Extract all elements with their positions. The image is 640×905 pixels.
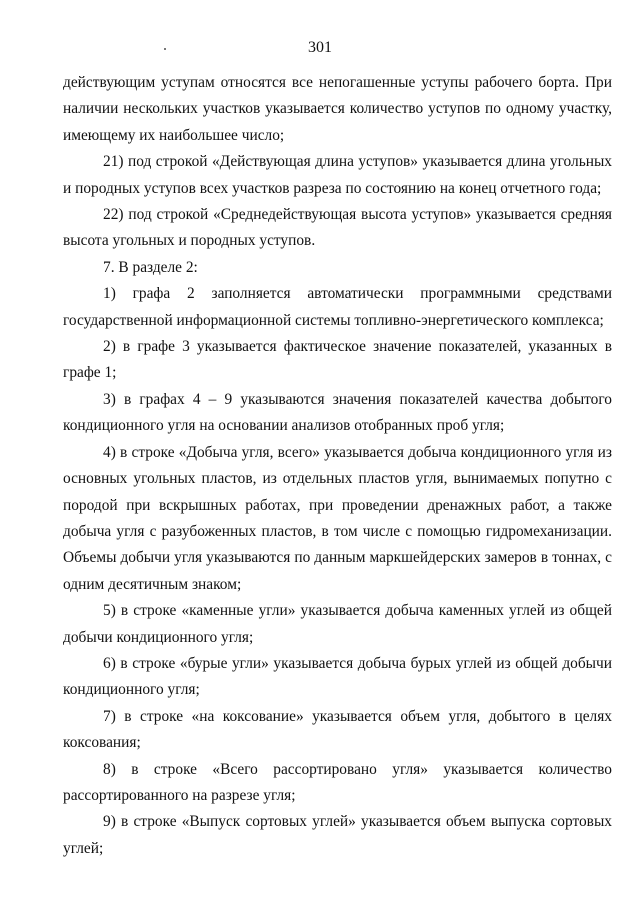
paragraph-item-7: 7) в строке «на коксование» указывается объем угля, добытого в целях коксования;	[63, 707, 612, 752]
paragraph-item-22: 22) под строкой «Среднедействующая высота уступов» указывается средняя высота угольных и породных уступов.	[63, 206, 612, 250]
paragraph-item-5: 5) в строке «каменные угли» указывается добыча каменных углей из общей добычи кондиционного угля;	[63, 602, 612, 646]
section-heading-7: 7. В разделе 2:	[103, 258, 198, 276]
paragraph-item-9: 9) в строке «Выпуск сортовых углей» указывается объем выпуска сортовых углей;	[63, 813, 612, 857]
paragraph-item-1: 1) графа 2 заполняется автоматически программными средствами государственной информационной системы топливно-энергетического комплекса;	[63, 285, 612, 329]
paragraph-item-6: 6) в строке «бурые угли» указывается добыча бурых углей из общей добычи кондиционного угля;	[63, 654, 612, 699]
paragraph-item-4: 4) в строке «Добыча угля, всего» указывается добыча кондиционного угля из основных угольных пластов, из отдельных пластов угля, вынимаемых попутно с породой при вскрышных работах, при проведении дренажных работ, а также добыча угля с разубоженных пластов, в том числе с помощью гидромеханизации. Объемы добычи угля указываются по данным маркшейдерских замеров в тоннах, с одним десятичным знаком;	[63, 443, 612, 593]
paragraph-item-8: 8) в строке «Всего рассортировано угля» указывается количество рассортированного на разрезе угля;	[63, 760, 612, 804]
page-number: 301	[308, 39, 332, 56]
document-body	[63, 70, 612, 862]
paragraph-item-21: 21) под строкой «Действующая длина уступов» указывается длина угольных и породных уступов всех участков разреза по состоянию на конец отчетного года;	[63, 153, 612, 197]
paragraph-item-2: 2) в графе 3 указывается фактическое значение показателей, указанных в графе 1;	[63, 338, 612, 382]
scan-speck	[164, 48, 166, 50]
paragraph-item-3: 3) в графах 4 – 9 указываются значения показателей качества добытого кондиционного угля на основании анализов отобранных проб угля;	[63, 390, 612, 435]
paragraph-continuation: действующим уступам относятся все непогашенные уступы рабочего борта. При наличии нескольких участков указывается количество уступов по одному участку, имеющему их наибольшее число;	[63, 74, 612, 144]
